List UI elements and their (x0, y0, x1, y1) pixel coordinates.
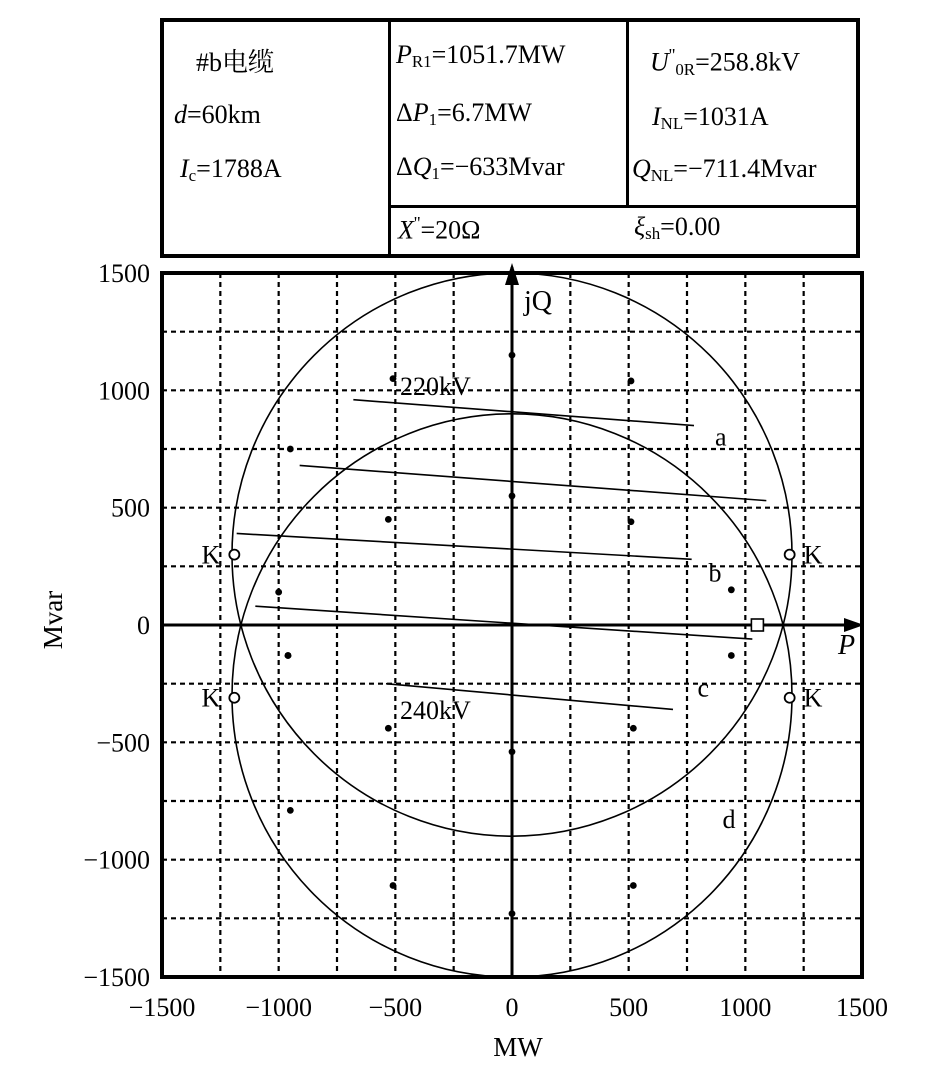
x-tick-label: −1000 (245, 993, 313, 1022)
x-tick-label: 1000 (719, 993, 772, 1022)
data-point (287, 807, 294, 814)
length-value: =60km (187, 100, 261, 129)
data-point (509, 352, 516, 359)
pr-sub: R1 (411, 52, 432, 72)
ic-value: =1788A (196, 154, 282, 183)
jq-axis-label: jQ (524, 286, 552, 317)
cable-name-text: #b电缆 (196, 48, 275, 77)
dp-var: P (412, 98, 429, 127)
y-tick-label: 1000 (98, 376, 150, 406)
dq-var: Q (412, 152, 432, 181)
u-var: U (650, 47, 669, 77)
data-point (390, 882, 397, 889)
voltage-label: 220kV (400, 372, 471, 402)
k-point (229, 693, 239, 703)
qnl-value: =−711.4Mvar (673, 154, 817, 183)
xi-sub: sh (645, 224, 661, 244)
x-value: =20Ω (420, 215, 481, 245)
pr-var: P (396, 40, 412, 69)
x-sup: '' (413, 213, 421, 233)
ic-var: I (180, 154, 189, 183)
data-point (630, 882, 637, 889)
k-point (785, 693, 795, 703)
operating-point (751, 619, 763, 631)
data-point (728, 652, 735, 659)
x-tick-label: −500 (368, 993, 423, 1022)
p-axis-label: P (838, 630, 856, 661)
data-point (285, 652, 292, 659)
xi-var: ξ (634, 212, 646, 241)
x-var: X (398, 215, 414, 245)
data-point (275, 589, 282, 596)
curve-label-d: d (722, 804, 736, 834)
data-point (390, 375, 397, 382)
length-var: d (174, 100, 187, 129)
inl-var: I (652, 102, 661, 131)
inl-value: =1031A (683, 102, 769, 131)
u-sub: 0R (675, 59, 696, 79)
curve-label-b: b (708, 558, 722, 588)
curve-label-a: a (715, 422, 727, 452)
u-value: =258.8kV (695, 47, 801, 77)
data-point (385, 516, 392, 523)
curve-label-c: c (697, 673, 710, 703)
k-label: K (201, 540, 221, 570)
leader-line (255, 606, 752, 639)
dp-delta: Δ (396, 98, 413, 127)
k-point (785, 550, 795, 560)
data-point (628, 378, 635, 385)
y-axis-label: Mvar (38, 590, 68, 650)
k-label: K (803, 683, 823, 713)
tick-labels (83, 259, 888, 1022)
qnl-var: Q (632, 154, 651, 183)
pr-value: =1051.7MW (431, 40, 566, 69)
y-tick-label: −1500 (83, 963, 150, 992)
data-point (728, 586, 735, 593)
u-sup: '' (668, 45, 676, 65)
dq-value: =−633Mvar (439, 152, 565, 181)
y-tick-label: 0 (137, 611, 150, 640)
y-tick-label: −1000 (83, 845, 150, 875)
inl-sub: NL (660, 114, 684, 134)
x-tick-label: −1500 (128, 993, 196, 1022)
x-tick-label: 0 (505, 993, 519, 1022)
k-point (229, 550, 239, 560)
dq-delta: Δ (396, 152, 413, 181)
y-tick-label: 500 (111, 493, 150, 523)
dp-sub: 1 (428, 110, 438, 130)
qnl-sub: NL (650, 166, 674, 186)
voltage-label: 240kV (400, 695, 471, 725)
leader-line (353, 400, 694, 426)
data-point (385, 725, 392, 732)
data-point (630, 725, 637, 732)
data-point (509, 748, 516, 755)
data-point (509, 493, 516, 500)
data-point (287, 446, 294, 453)
x-tick-label: 500 (609, 993, 649, 1022)
xi-value: =0.00 (660, 212, 721, 241)
y-tick-label: 1500 (98, 259, 150, 288)
x-tick-label: 1500 (836, 993, 888, 1022)
y-tick-label: −500 (96, 728, 150, 758)
data-point (628, 518, 635, 525)
leader-line (237, 533, 692, 559)
k-label: K (201, 683, 221, 713)
k-label: K (803, 540, 823, 570)
x-axis-label: MW (493, 1032, 543, 1062)
dq-sub: 1 (431, 164, 440, 184)
ic-sub: c (188, 166, 197, 186)
dp-value: =6.7MW (437, 98, 532, 127)
data-point (509, 910, 516, 917)
